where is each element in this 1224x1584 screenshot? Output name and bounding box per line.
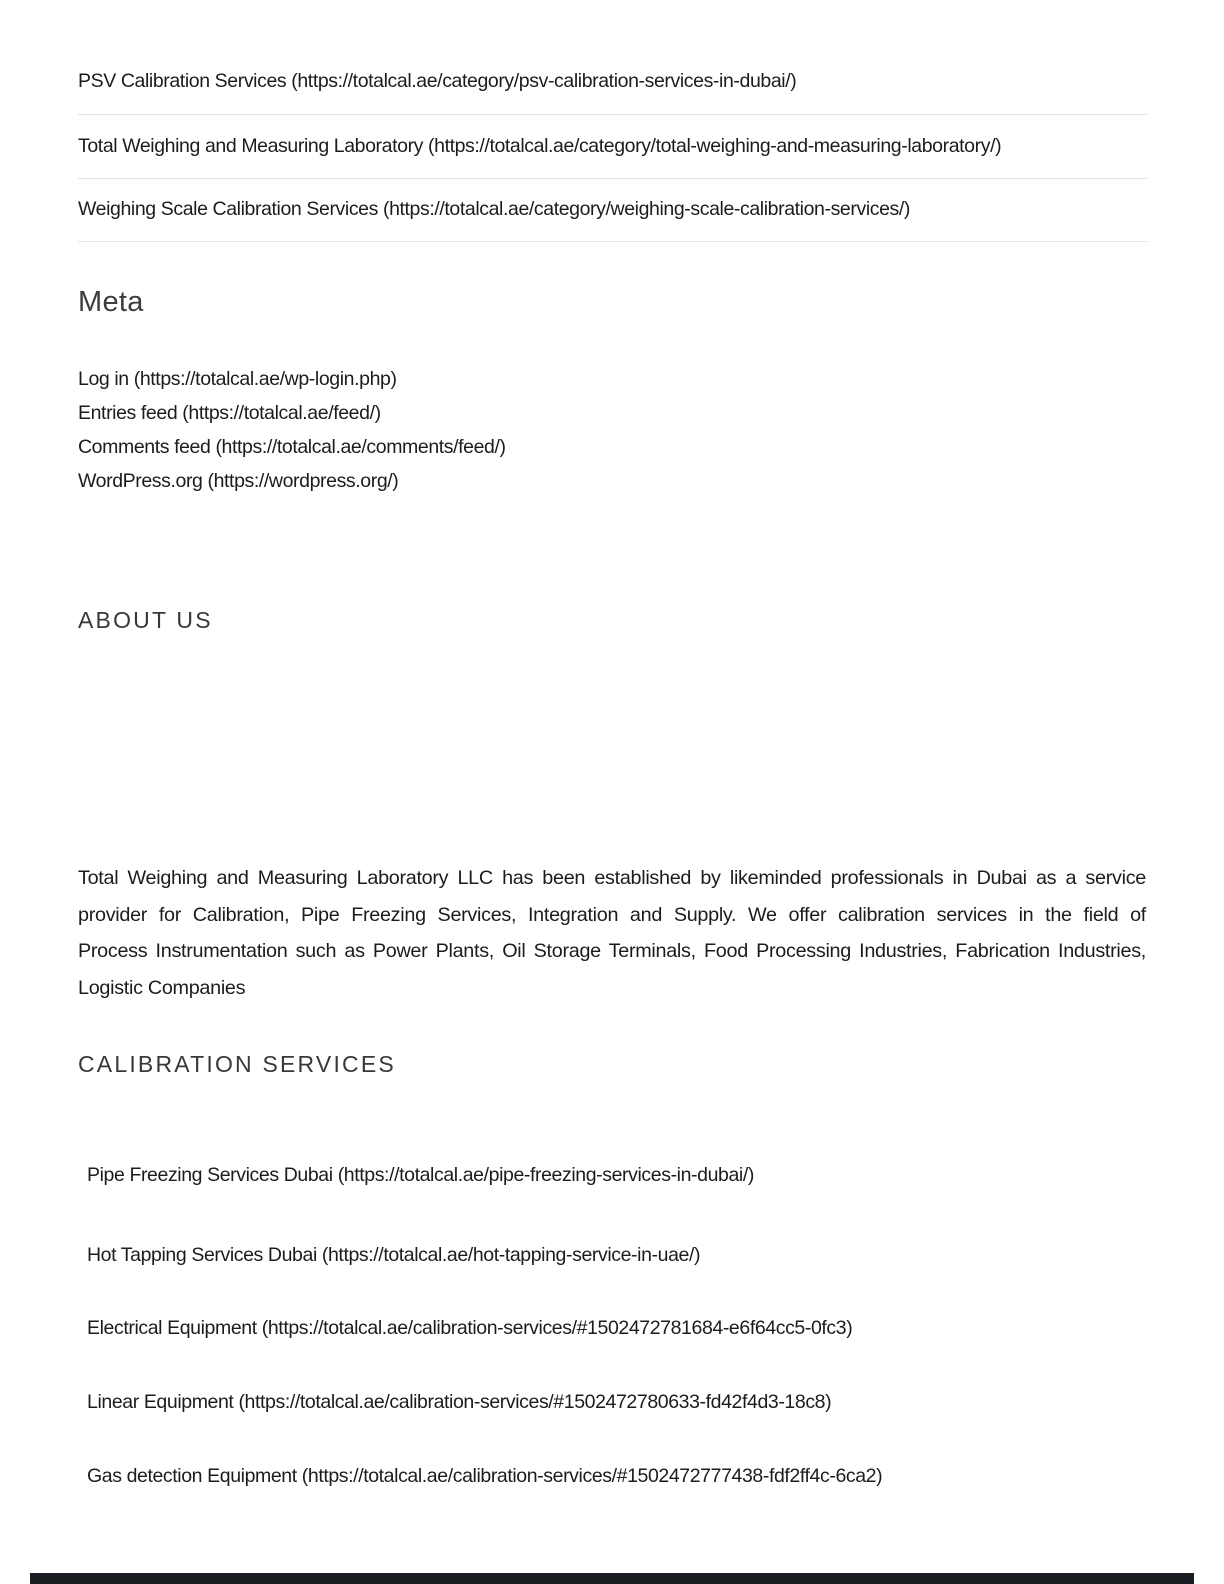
meta-widget-title: Meta [78,286,144,318]
meta-link-comments-feed[interactable]: Comments feed (https://totalcal.ae/comments/feed/) [78,436,506,458]
service-link-pipe-freezing-services-dubai[interactable]: Pipe Freezing Services Dubai (https://totalcal.ae/pipe-freezing-services-in-dubai/) [87,1164,754,1186]
calibration-services-title: CALIBRATION SERVICES [78,1051,396,1077]
about-us-title: ABOUT US [78,607,213,633]
paragraph-line: Logistic Companies [78,976,246,999]
meta-links-list [78,362,506,498]
service-link-hot-tapping-services-dubai[interactable]: Hot Tapping Services Dubai (https://totalcal.ae/hot-tapping-service-in-uae/) [87,1244,701,1266]
category-link-total-weighing-and-measuring-laboratory[interactable]: Total Weighing and Measuring Laboratory (https://totalcal.ae/category/total-weighing-and-measuring-laboratory/) [78,135,1002,157]
category-link-weighing-scale-calibration-services[interactable]: Weighing Scale Calibration Services (https://totalcal.ae/category/weighing-scale-calibration-services/) [78,198,911,220]
divider [78,241,1147,242]
about-us-paragraph [78,860,1146,1006]
meta-link-wordpress-org[interactable]: WordPress.org (https://wordpress.org/) [78,470,399,492]
service-link-gas-detection-equipment[interactable]: Gas detection Equipment (https://totalcal.ae/calibration-services/#1502472777438-fdf2ff4c-6ca2) [87,1465,883,1487]
divider [78,114,1147,115]
meta-link-log-in[interactable]: Log in (https://totalcal.ae/wp-login.php) [78,368,397,390]
meta-link-entries-feed[interactable]: Entries feed (https://totalcal.ae/feed/) [78,402,381,424]
service-link-linear-equipment[interactable]: Linear Equipment (https://totalcal.ae/calibration-services/#1502472780633-fd42f4d3-18c8) [87,1391,832,1413]
paragraph-line: Total Weighing and Measuring Laboratory LLC has been established by likeminded professionals in Dubai as a service [78,867,1146,889]
paragraph-line: Process Instrumentation such as Power Plants, Oil Storage Terminals, Food Processing Industries, Fabrication Industries, [78,940,1146,963]
category-link-psv-calibration-services[interactable]: PSV Calibration Services (https://totalcal.ae/category/psv-calibration-services-in-dubai/) [78,70,797,92]
divider [78,178,1147,179]
paragraph-line: provider for Calibration, Pipe Freezing Services, Integration and Supply. We offer calibration services in the field of [78,903,1146,926]
footer-bar [30,1573,1194,1584]
service-link-electrical-equipment[interactable]: Electrical Equipment (https://totalcal.ae/calibration-services/#1502472781684-e6f64cc5-0fc3) [87,1317,853,1339]
